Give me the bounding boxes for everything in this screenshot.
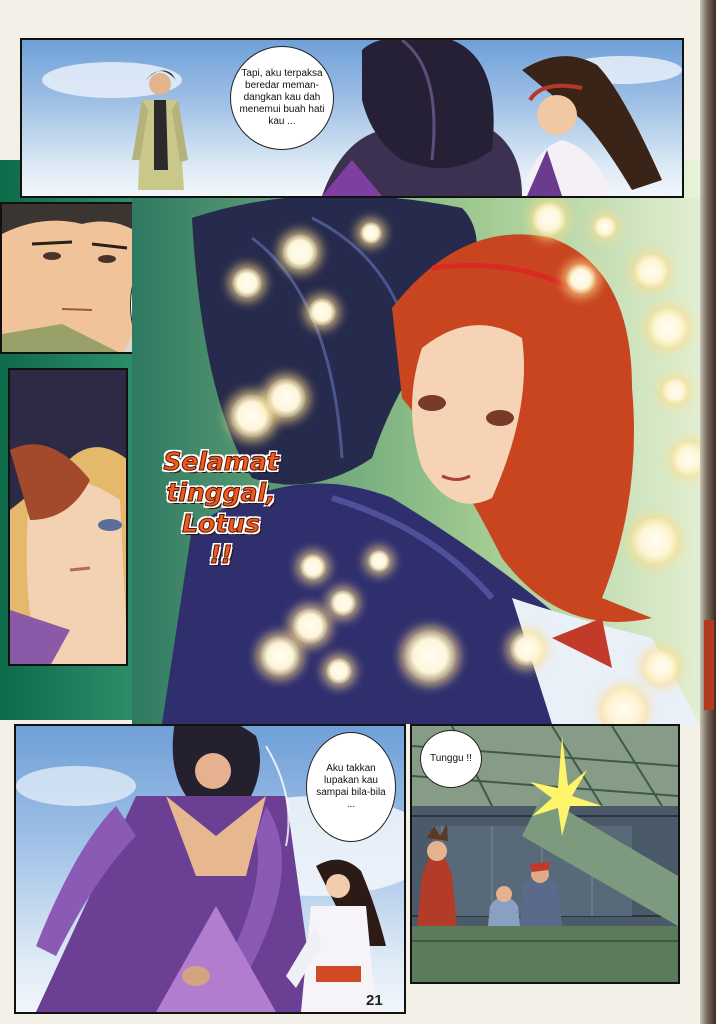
light-orb [672, 442, 700, 476]
panel-bottom-left [14, 724, 406, 1014]
panel-bottom-right [410, 724, 680, 984]
panel-left-middle [8, 368, 128, 666]
sfx-line: Selamat [163, 447, 279, 476]
dark-haired-man-back [322, 40, 522, 196]
speech-bubble-top: Tapi, aku terpaksa beredar meman-dangkan kau dah menemui buah hati kau ... [230, 46, 334, 150]
light-orb [260, 636, 300, 676]
light-orb [232, 268, 262, 298]
farewell-shout-text [146, 446, 296, 570]
light-orb [360, 222, 382, 244]
light-orb [266, 378, 306, 418]
book-spine-edge [700, 0, 716, 1024]
spine-color-strip [704, 620, 714, 710]
light-orb [282, 234, 318, 270]
speech-bubble-wait: Tunggu !! [420, 730, 482, 788]
panel-left-middle-art [10, 370, 128, 666]
light-orb [308, 298, 336, 326]
light-orb [648, 308, 688, 348]
panel-main-embrace [132, 198, 700, 724]
sfx-line: Lotus [182, 509, 260, 538]
light-orb [566, 264, 596, 294]
light-orb [532, 202, 566, 236]
panel-top [20, 38, 684, 198]
light-orb [662, 378, 688, 404]
light-orb [292, 608, 328, 644]
light-orb [602, 688, 646, 724]
light-orb [368, 550, 390, 572]
speech-bubble-bottom-left: Aku takkan lupakan kau sampai bila-bila ... [306, 732, 396, 842]
sfx-line: !! [209, 540, 233, 569]
sfx-line: tinggal, [166, 478, 276, 507]
light-orb [594, 216, 616, 238]
panel-top-art [22, 40, 682, 196]
light-orb [510, 632, 544, 666]
light-orb [300, 554, 326, 580]
light-orb [330, 590, 356, 616]
light-orb [644, 650, 678, 684]
light-orb [404, 630, 456, 682]
light-orb [634, 254, 668, 288]
page-number: 21 [366, 992, 383, 1009]
light-orb [632, 518, 678, 564]
light-orb [326, 658, 352, 684]
